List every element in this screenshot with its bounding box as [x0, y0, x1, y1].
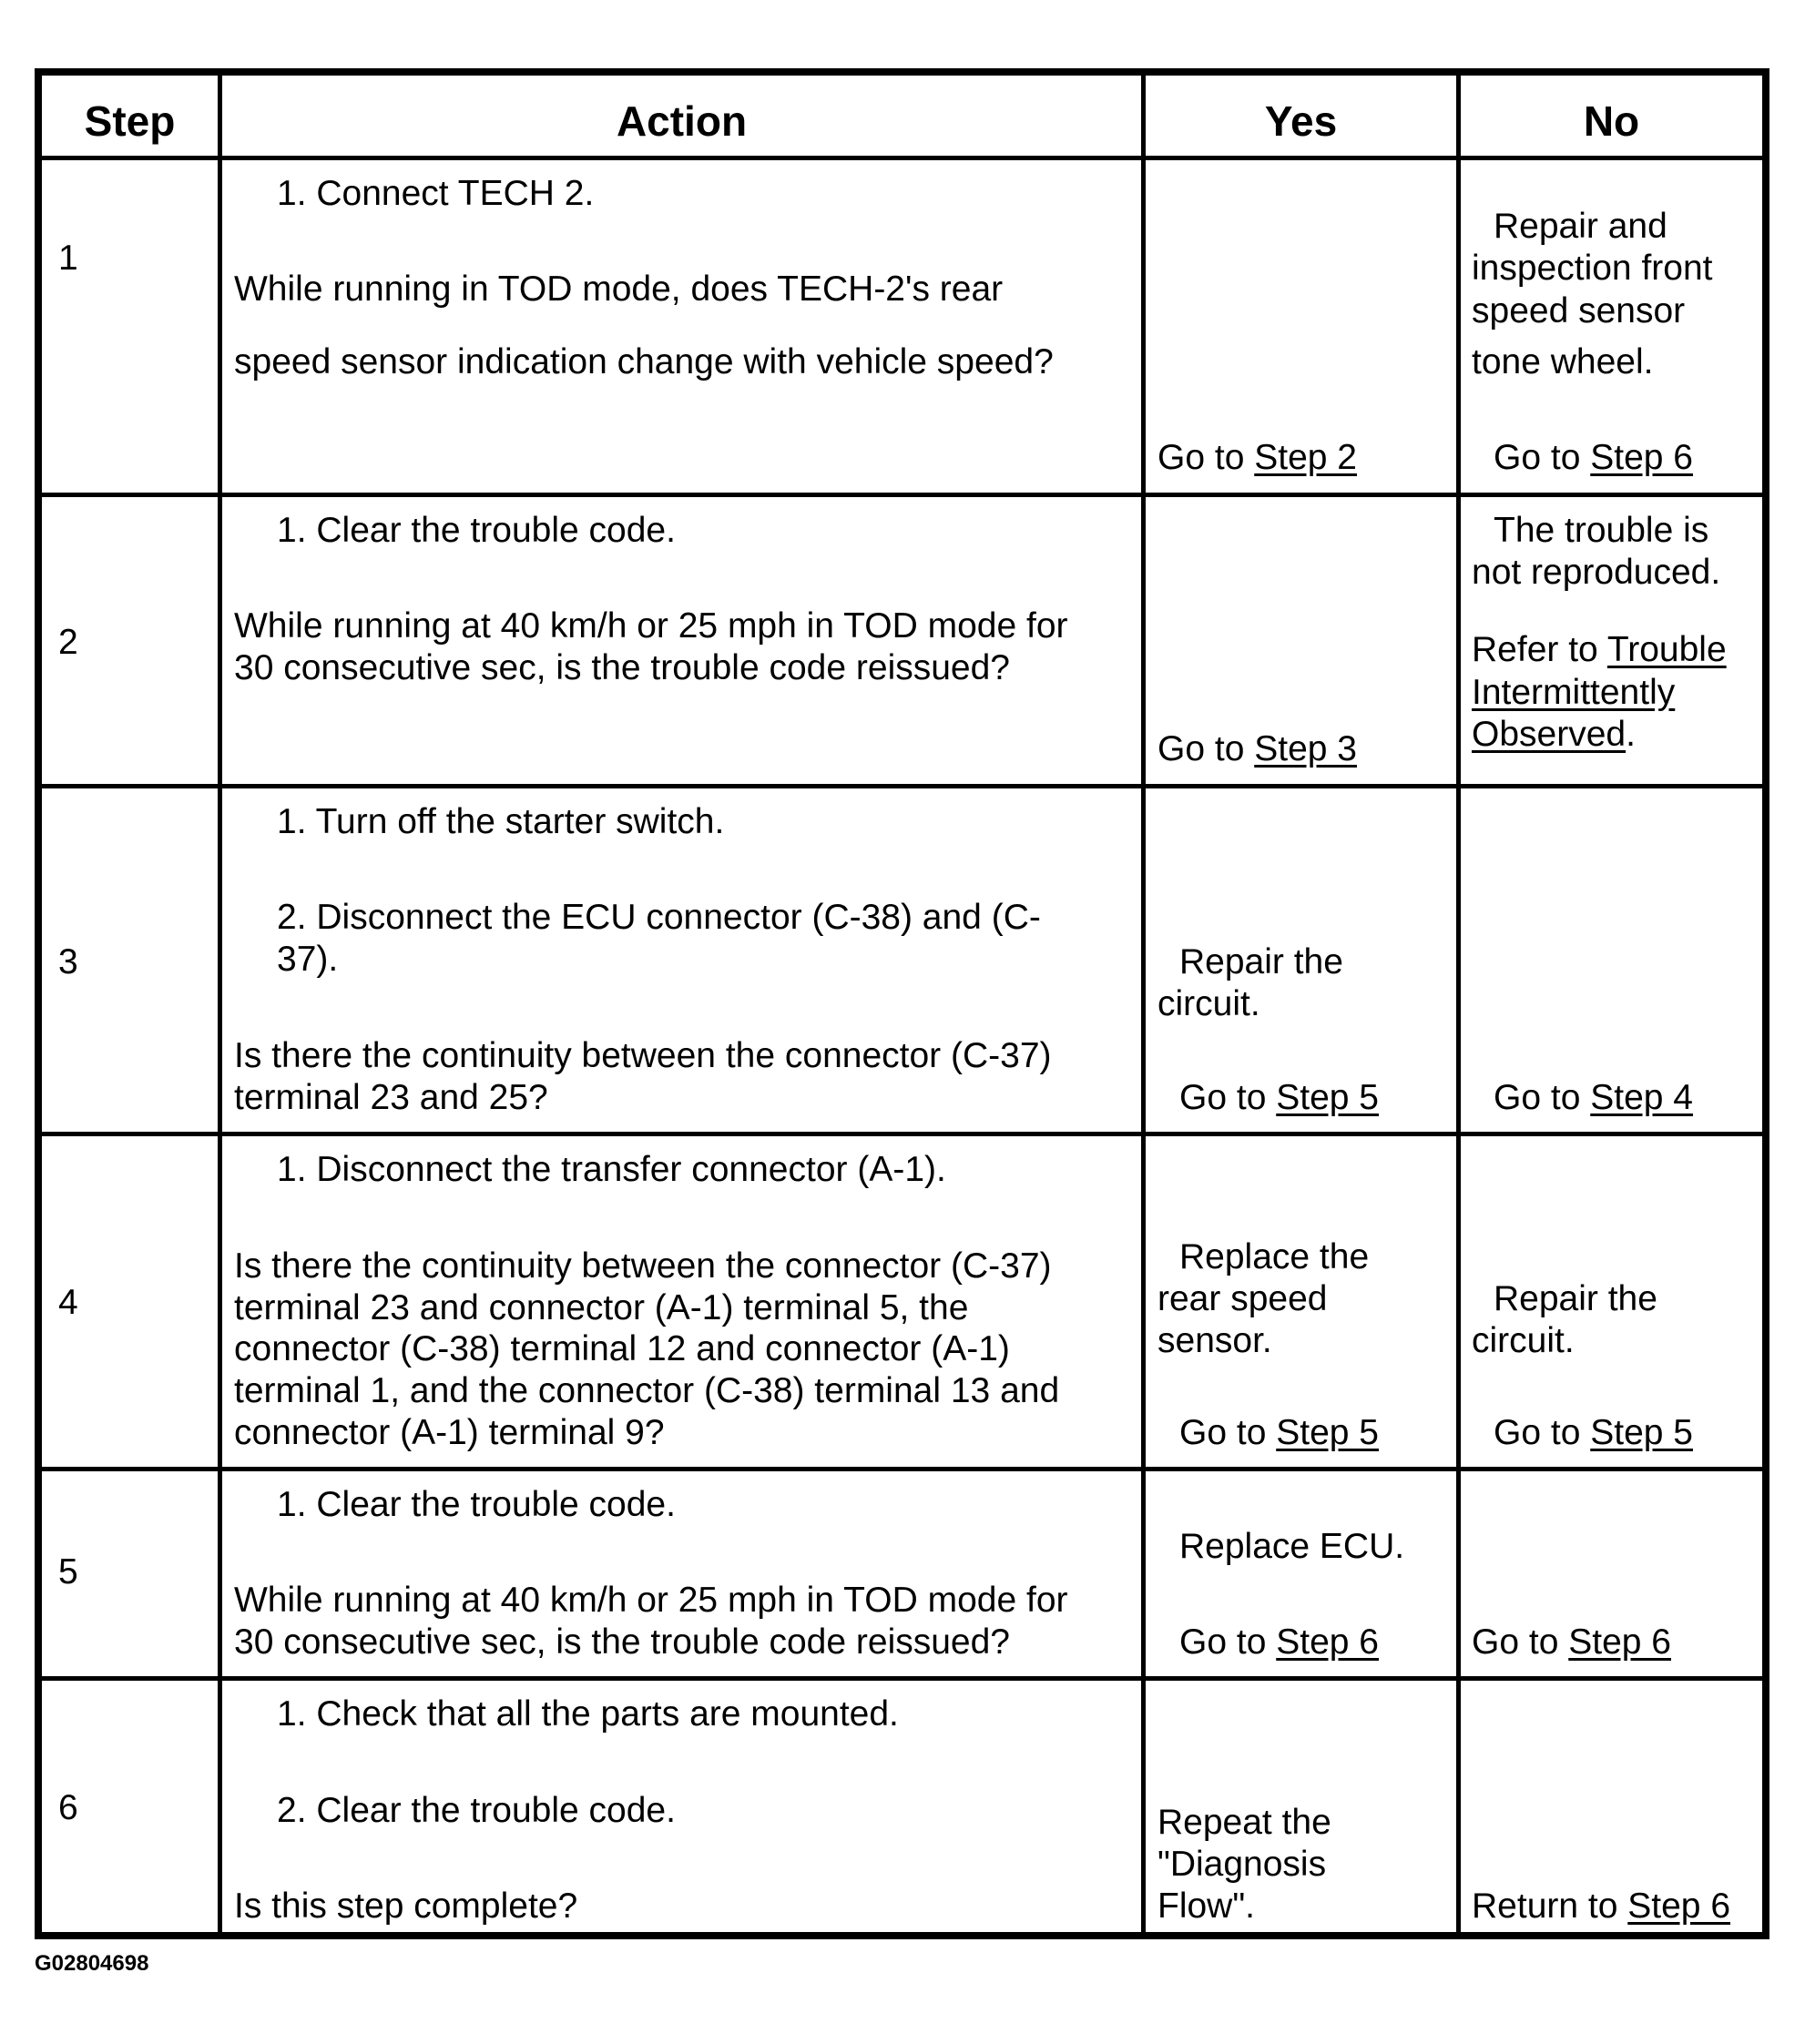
yes-text: "Diagnosis	[1157, 1845, 1327, 1884]
action-question: connector (A-1) terminal 9?	[234, 1413, 665, 1452]
action-question: While running at 40 km/h or 25 mph in TOD mode for	[234, 1581, 1068, 1620]
no-text: Repair the	[1494, 1279, 1657, 1318]
action-question: speed sensor indication change with vehicle speed?	[234, 342, 1054, 381]
column-divider	[1141, 76, 1146, 1932]
action-item: 2. Clear the trouble code.	[277, 1791, 676, 1830]
document-id: G02804698	[35, 1951, 149, 1976]
row-divider	[42, 784, 1762, 788]
step-link[interactable]: Step 5	[1590, 1413, 1693, 1452]
action-item: 2. Disconnect the ECU connector (C-38) and (C-	[277, 898, 1041, 937]
action-item: 1. Connect TECH 2.	[277, 174, 595, 213]
header-step: Step	[84, 97, 176, 145]
no-goto: Go to Step 5	[1494, 1413, 1693, 1452]
diagnostic-table	[35, 68, 1769, 1939]
action-question: 30 consecutive sec, is the trouble code reissued?	[234, 1622, 1011, 1662]
column-divider	[1456, 76, 1461, 1932]
action-question: terminal 23 and 25?	[234, 1078, 548, 1117]
header-no: No	[1583, 97, 1640, 145]
yes-text: Repair the	[1179, 942, 1343, 981]
step-link[interactable]: Step 5	[1276, 1078, 1379, 1117]
no-text: circuit.	[1472, 1321, 1575, 1360]
step-number: 1	[58, 239, 78, 278]
step-link[interactable]: Step 6	[1627, 1886, 1731, 1926]
yes-text: Replace the	[1179, 1237, 1370, 1276]
action-question: Is there the continuity between the connector (C-37)	[234, 1036, 1052, 1075]
action-item: 1. Turn off the starter switch.	[277, 802, 725, 841]
no-goto: Go to Step 6	[1472, 1622, 1671, 1662]
step-link[interactable]: Step 5	[1276, 1413, 1379, 1452]
yes-goto: Go to Step 5	[1179, 1413, 1379, 1452]
yes-text: Repeat the	[1157, 1803, 1331, 1842]
action-item: 1. Disconnect the transfer connector (A-1).	[277, 1150, 946, 1189]
step-number: 4	[58, 1283, 78, 1322]
step-number: 3	[58, 942, 78, 981]
action-item: 1. Clear the trouble code.	[277, 1485, 676, 1524]
row-divider	[42, 1132, 1762, 1136]
step-number: 5	[58, 1552, 78, 1591]
action-question: While running at 40 km/h or 25 mph in TOD mode for	[234, 606, 1068, 646]
no-text: inspection front	[1472, 249, 1713, 288]
column-divider	[218, 76, 222, 1932]
yes-goto: Go to Step 2	[1157, 438, 1357, 477]
step-link[interactable]: Step 6	[1590, 438, 1693, 477]
yes-text: circuit.	[1157, 984, 1260, 1023]
action-question: terminal 1, and the connector (C-38) terminal 13 and	[234, 1371, 1060, 1410]
no-text: tone wheel.	[1472, 342, 1654, 381]
action-question: Is this step complete?	[234, 1886, 578, 1926]
header-action: Action	[616, 97, 748, 145]
yes-text: Replace ECU.	[1179, 1527, 1405, 1566]
step-link[interactable]: Step 4	[1590, 1078, 1693, 1117]
no-text: not reproduced.	[1472, 553, 1721, 592]
row-divider	[42, 1676, 1762, 1681]
step-link[interactable]: Step 3	[1254, 729, 1357, 768]
step-number: 6	[58, 1788, 78, 1827]
step-link[interactable]: Step 6	[1568, 1622, 1671, 1662]
step-link[interactable]: Step 6	[1276, 1622, 1379, 1662]
row-divider	[42, 493, 1762, 497]
refer-link[interactable]: Trouble	[1606, 630, 1727, 669]
action-item: 37).	[277, 940, 339, 979]
yes-text: sensor.	[1157, 1321, 1272, 1360]
yes-text: rear speed	[1157, 1279, 1328, 1318]
action-item: 1. Check that all the parts are mounted.	[277, 1694, 899, 1734]
no-text: The trouble is	[1494, 511, 1709, 550]
action-question: While running in TOD mode, does TECH-2's rear	[234, 269, 1004, 309]
no-refer: Observed.	[1472, 715, 1636, 754]
yes-goto: Go to Step 5	[1179, 1078, 1379, 1117]
action-item: 1. Clear the trouble code.	[277, 511, 676, 550]
action-question: terminal 23 and connector (A-1) terminal 5, the	[234, 1288, 969, 1327]
refer-link[interactable]: Intermittently	[1472, 673, 1676, 712]
no-goto: Return to Step 6	[1472, 1886, 1731, 1926]
no-refer: Refer to Trouble	[1472, 630, 1727, 669]
step-number: 2	[58, 623, 78, 662]
row-divider	[42, 156, 1762, 160]
no-text: Repair and	[1494, 207, 1667, 246]
action-question: Is there the continuity between the connector (C-37)	[234, 1246, 1052, 1286]
header-yes: Yes	[1264, 97, 1338, 145]
no-refer	[1472, 672, 1675, 714]
yes-goto: Go to Step 6	[1179, 1622, 1379, 1662]
no-goto: Go to Step 6	[1494, 438, 1693, 477]
row-divider	[42, 1467, 1762, 1471]
yes-text: Flow".	[1157, 1886, 1256, 1926]
no-goto: Go to Step 4	[1494, 1078, 1693, 1117]
action-question: 30 consecutive sec, is the trouble code reissued?	[234, 648, 1011, 687]
step-link[interactable]: Step 2	[1254, 438, 1357, 477]
action-question: connector (C-38) terminal 12 and connector (A-1)	[234, 1329, 1010, 1368]
yes-goto: Go to Step 3	[1157, 729, 1357, 768]
refer-link[interactable]: Observed	[1472, 715, 1627, 754]
no-text: speed sensor	[1472, 291, 1686, 330]
